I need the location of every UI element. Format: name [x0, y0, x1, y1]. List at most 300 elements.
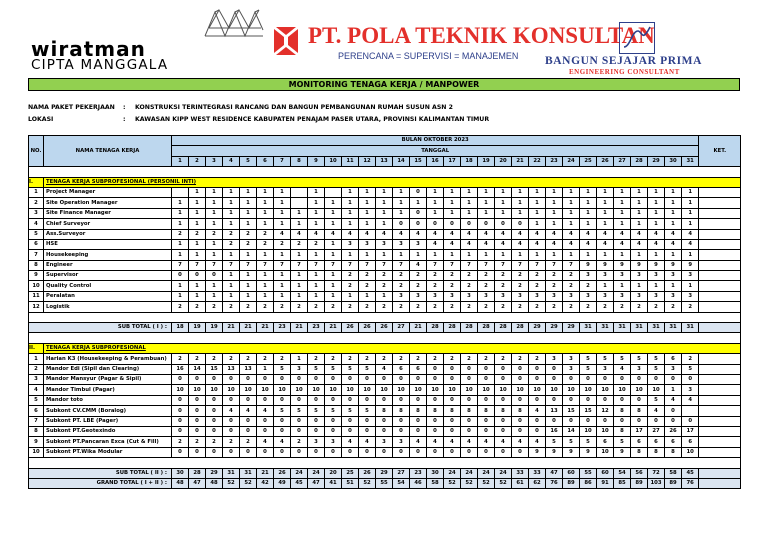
day-count-cell: 0: [580, 395, 597, 405]
info-paket-label: NAMA PAKET PEKERJAAN: [28, 104, 115, 111]
day-header: 18: [461, 156, 478, 166]
subtotal-cell: 24: [291, 468, 308, 478]
day-count-cell: 3: [376, 239, 393, 249]
day-count-cell: 4: [325, 229, 342, 239]
day-header: 26: [597, 156, 614, 166]
day-count-cell: 3: [682, 271, 699, 281]
day-count-cell: 2: [223, 354, 240, 364]
day-count-cell: 5: [308, 406, 325, 416]
table-row: [29, 385, 741, 395]
day-count-cell: 2: [325, 302, 342, 312]
grand-total-cell: 41: [325, 478, 342, 488]
grand-total-cell: 76: [546, 478, 563, 488]
day-count-cell: 10: [631, 385, 648, 395]
day-count-cell: 2: [444, 354, 461, 364]
day-count-cell: 4: [546, 229, 563, 239]
day-count-cell: 0: [342, 447, 359, 457]
day-count-cell: 3: [410, 291, 427, 301]
table-row: [29, 437, 741, 447]
ket-cell: [699, 208, 741, 218]
day-count-cell: 8: [631, 447, 648, 457]
day-count-cell: 1: [597, 198, 614, 208]
worker-name: Logistik: [44, 302, 172, 312]
day-header: 4: [223, 156, 240, 166]
col-ket-header: KET.: [699, 136, 741, 167]
day-count-cell: 0: [291, 447, 308, 457]
day-header: 10: [325, 156, 342, 166]
day-count-cell: 0: [614, 374, 631, 384]
ket-cell: [699, 354, 741, 364]
day-count-cell: 0: [325, 426, 342, 436]
day-count-cell: 0: [682, 416, 699, 426]
day-count-cell: 0: [478, 416, 495, 426]
day-count-cell: 0: [563, 374, 580, 384]
day-count-cell: 2: [478, 271, 495, 281]
grand-total-cell: 91: [597, 478, 614, 488]
day-count-cell: 1: [223, 198, 240, 208]
day-header: 6: [257, 156, 274, 166]
manpower-table: [28, 135, 741, 489]
subtotal-cell: 33: [512, 468, 529, 478]
day-count-cell: 10: [325, 385, 342, 395]
day-count-cell: 0: [461, 364, 478, 374]
row-number: 1: [29, 187, 44, 197]
day-count-cell: 0: [665, 416, 682, 426]
day-count-cell: 1: [376, 219, 393, 229]
day-count-cell: 3: [325, 437, 342, 447]
day-count-cell: 0: [478, 374, 495, 384]
day-count-cell: 8: [461, 406, 478, 416]
day-count-cell: 1: [257, 271, 274, 281]
day-count-cell: 1: [308, 281, 325, 291]
day-count-cell: 1: [189, 208, 206, 218]
day-count-cell: 1: [325, 239, 342, 249]
day-count-cell: 1: [461, 250, 478, 260]
subtotal-cell: 29: [563, 323, 580, 333]
day-count-cell: 4: [597, 229, 614, 239]
info-lokasi: [28, 116, 489, 123]
day-count-cell: 10: [359, 385, 376, 395]
day-count-cell: 0: [172, 374, 189, 384]
blank-cell: [29, 167, 741, 177]
day-count-cell: 0: [512, 426, 529, 436]
day-count-cell: 1: [257, 219, 274, 229]
day-header: 19: [478, 156, 495, 166]
subtotal-cell: 27: [393, 468, 410, 478]
day-count-cell: 1: [648, 187, 665, 197]
row-number: 9: [29, 437, 44, 447]
day-count-cell: 4: [223, 406, 240, 416]
day-count-cell: 10: [614, 385, 631, 395]
day-count-cell: 10: [597, 385, 614, 395]
table-row: [29, 374, 741, 384]
ket-cell: [699, 374, 741, 384]
day-count-cell: 0: [427, 395, 444, 405]
day-count-cell: 1: [223, 271, 240, 281]
day-count-cell: 1: [682, 198, 699, 208]
info-lokasi-label: LOKASI: [28, 116, 54, 123]
day-count-cell: 1: [359, 187, 376, 197]
worker-name: Site Finance Manager: [44, 208, 172, 218]
day-count-cell: 5: [648, 395, 665, 405]
day-count-cell: 0: [614, 416, 631, 426]
day-count-cell: 1: [189, 239, 206, 249]
day-count-cell: 16: [546, 426, 563, 436]
day-count-cell: 0: [274, 395, 291, 405]
table-row: [29, 416, 741, 426]
row-number: 4: [29, 219, 44, 229]
day-count-cell: 1: [614, 208, 631, 218]
ket-cell: [699, 229, 741, 239]
day-count-cell: 4: [342, 229, 359, 239]
blank-cell: [29, 458, 741, 468]
subtotal-cell: 29: [546, 323, 563, 333]
day-count-cell: 10: [580, 426, 597, 436]
day-count-cell: 4: [682, 239, 699, 249]
day-count-cell: 0: [631, 416, 648, 426]
subtotal-cell: 31: [665, 323, 682, 333]
day-count-cell: 1: [291, 208, 308, 218]
day-count-cell: 4: [648, 229, 665, 239]
subtotal-cell: 28: [427, 323, 444, 333]
day-count-cell: 0: [376, 447, 393, 457]
day-count-cell: 8: [614, 426, 631, 436]
day-count-cell: 2: [410, 302, 427, 312]
day-count-cell: 3: [546, 291, 563, 301]
day-header: 20: [495, 156, 512, 166]
day-count-cell: 1: [206, 291, 223, 301]
day-count-cell: 3: [682, 385, 699, 395]
day-count-cell: 1: [597, 187, 614, 197]
day-count-cell: 2: [529, 354, 546, 364]
day-count-cell: 1: [291, 291, 308, 301]
row-number: 4: [29, 385, 44, 395]
table-row: [29, 198, 741, 208]
day-count-cell: 2: [410, 271, 427, 281]
day-count-cell: 6: [682, 437, 699, 447]
day-count-cell: 3: [665, 291, 682, 301]
row-number: 1: [29, 354, 44, 364]
day-count-cell: 0: [495, 416, 512, 426]
day-count-cell: 1: [631, 198, 648, 208]
day-count-cell: 3: [308, 437, 325, 447]
section-title: TENAGA KERJA SUBPROFESIONAL (PERSONIL INTI): [44, 177, 741, 187]
worker-name: Mandor Timbul (Pagar): [44, 385, 172, 395]
day-count-cell: 0: [444, 416, 461, 426]
day-count-cell: 0: [223, 416, 240, 426]
day-count-cell: 2: [342, 271, 359, 281]
day-count-cell: [325, 187, 342, 197]
subtotal-cell: 47: [546, 468, 563, 478]
day-count-cell: 10: [206, 385, 223, 395]
day-count-cell: 4: [376, 364, 393, 374]
day-count-cell: 3: [631, 291, 648, 301]
day-count-cell: 1: [274, 271, 291, 281]
day-count-cell: 0: [393, 426, 410, 436]
day-count-cell: 0: [614, 395, 631, 405]
day-count-cell: 1: [240, 219, 257, 229]
day-count-cell: 0: [325, 374, 342, 384]
day-count-cell: 4: [665, 239, 682, 249]
day-count-cell: 2: [240, 302, 257, 312]
worker-name: Mandor Edi (Sipil dan Clearing): [44, 364, 172, 374]
worker-name: Subkont PT. LBE (Pager): [44, 416, 172, 426]
day-count-cell: 1: [665, 198, 682, 208]
subtotal-cell: 21: [410, 323, 427, 333]
day-count-cell: 0: [410, 219, 427, 229]
day-count-cell: 0: [597, 416, 614, 426]
day-count-cell: 0: [172, 416, 189, 426]
ket-cell: [699, 385, 741, 395]
day-count-cell: 1: [393, 208, 410, 218]
day-header: 15: [410, 156, 427, 166]
day-count-cell: 5: [546, 437, 563, 447]
day-count-cell: 1: [444, 198, 461, 208]
subtotal-cell: 20: [325, 468, 342, 478]
day-count-cell: 0: [563, 416, 580, 426]
subtotal-cell: 31: [682, 323, 699, 333]
day-count-cell: 5: [614, 437, 631, 447]
subtotal-cell: 30: [427, 468, 444, 478]
day-count-cell: 0: [342, 374, 359, 384]
day-count-cell: 5: [614, 354, 631, 364]
day-count-cell: 3: [376, 437, 393, 447]
day-count-cell: 0: [206, 447, 223, 457]
day-count-cell: 2: [223, 437, 240, 447]
day-count-cell: 0: [172, 426, 189, 436]
row-number: 5: [29, 395, 44, 405]
worker-name: Ass.Surveyor: [44, 229, 172, 239]
worker-name: Mandor Mansyur (Pagar & Sipil): [44, 374, 172, 384]
table-row: [29, 271, 741, 281]
day-count-cell: 0: [478, 426, 495, 436]
day-count-cell: 4: [495, 229, 512, 239]
day-count-cell: 0: [597, 374, 614, 384]
day-count-cell: 1: [223, 281, 240, 291]
col-name-header: NAMA TENAGA KERJA: [44, 136, 172, 167]
day-count-cell: 0: [648, 374, 665, 384]
table-row: [29, 364, 741, 374]
day-count-cell: 2: [444, 271, 461, 281]
day-count-cell: 10: [393, 385, 410, 395]
table-row: [29, 208, 741, 218]
day-count-cell: 1: [308, 198, 325, 208]
table-row: [29, 219, 741, 229]
day-count-cell: 5: [325, 406, 342, 416]
day-count-cell: 26: [665, 426, 682, 436]
row-number: 5: [29, 229, 44, 239]
day-count-cell: 1: [189, 219, 206, 229]
day-count-cell: 6: [410, 364, 427, 374]
day-count-cell: 0: [206, 426, 223, 436]
day-count-cell: 5: [580, 354, 597, 364]
day-count-cell: 0: [172, 395, 189, 405]
day-count-cell: 1: [665, 219, 682, 229]
table-row: [29, 406, 741, 416]
day-count-cell: 7: [291, 260, 308, 270]
day-count-cell: 4: [274, 437, 291, 447]
subtotal-cell: 24: [478, 468, 495, 478]
day-count-cell: 0: [682, 374, 699, 384]
day-count-cell: 10: [563, 385, 580, 395]
day-count-cell: 0: [461, 426, 478, 436]
day-count-cell: 0: [240, 395, 257, 405]
day-count-cell: 6: [665, 354, 682, 364]
subtotal-cell: 23: [274, 323, 291, 333]
day-count-cell: 0: [376, 426, 393, 436]
day-count-cell: 1: [342, 219, 359, 229]
day-count-cell: 9: [546, 447, 563, 457]
grand-total-cell: 55: [376, 478, 393, 488]
day-count-cell: 10: [512, 385, 529, 395]
day-count-cell: 1: [342, 250, 359, 260]
day-count-cell: 5: [359, 364, 376, 374]
day-count-cell: 10: [546, 385, 563, 395]
grand-total-cell: 61: [512, 478, 529, 488]
day-count-cell: 1: [614, 187, 631, 197]
day-count-cell: 1: [614, 198, 631, 208]
day-count-cell: 0: [427, 364, 444, 374]
day-count-cell: 1: [325, 198, 342, 208]
day-count-cell: 2: [512, 302, 529, 312]
day-count-cell: 2: [325, 354, 342, 364]
day-count-cell: 1: [342, 291, 359, 301]
day-count-cell: 2: [393, 271, 410, 281]
grand-total-cell: 48: [206, 478, 223, 488]
ket-cell: [699, 406, 741, 416]
wiratman-logo-line2: CIPTA MANGGALA: [31, 57, 169, 73]
day-count-cell: 1: [427, 208, 444, 218]
day-count-cell: 1: [240, 281, 257, 291]
grand-total-cell: 45: [291, 478, 308, 488]
day-count-cell: 1: [461, 187, 478, 197]
blank-row: [29, 312, 741, 322]
day-count-cell: 12: [597, 406, 614, 416]
ket-cell: [699, 395, 741, 405]
day-count-cell: 5: [597, 354, 614, 364]
day-count-cell: 2: [206, 437, 223, 447]
day-count-cell: 5: [342, 406, 359, 416]
day-count-cell: 1: [376, 187, 393, 197]
day-count-cell: 2: [342, 302, 359, 312]
day-count-cell: 2: [563, 271, 580, 281]
day-count-cell: 1: [682, 250, 699, 260]
day-count-cell: 0: [427, 426, 444, 436]
day-count-cell: 1: [172, 208, 189, 218]
day-count-cell: 0: [461, 416, 478, 426]
subtotal-cell: 30: [172, 468, 189, 478]
table-row: [29, 302, 741, 312]
day-count-cell: 0: [359, 416, 376, 426]
blank-row: [29, 333, 741, 343]
day-count-cell: 7: [512, 260, 529, 270]
day-count-cell: 4: [427, 437, 444, 447]
subtotal-cell: 29: [376, 468, 393, 478]
day-count-cell: 8: [444, 406, 461, 416]
day-count-cell: 0: [444, 395, 461, 405]
day-count-cell: 10: [461, 385, 478, 395]
pola-teknik-tagline: PERENCANA = SUPERVISI = MANAJEMEN: [338, 51, 519, 61]
day-count-cell: 0: [308, 374, 325, 384]
day-count-cell: 4: [376, 229, 393, 239]
day-count-cell: 2: [410, 354, 427, 364]
day-count-cell: 1: [359, 250, 376, 260]
grand-total-cell: 49: [274, 478, 291, 488]
row-number: 8: [29, 426, 44, 436]
day-count-cell: 4: [648, 239, 665, 249]
row-number: 7: [29, 250, 44, 260]
day-count-cell: 4: [580, 239, 597, 249]
day-header: 1: [172, 156, 189, 166]
day-header: 30: [665, 156, 682, 166]
info-paket-value: KONSTRUKSI TERINTEGRASI RANCANG DAN BANGUN PEMBANGUNAN RUMAH SUSUN ASN 2: [135, 104, 453, 111]
day-count-cell: 2: [427, 302, 444, 312]
day-count-cell: 4: [529, 406, 546, 416]
subtotal-cell: 33: [529, 468, 546, 478]
day-count-cell: 1: [563, 198, 580, 208]
subtotal-cell: 23: [308, 323, 325, 333]
subtotal-cell: 31: [597, 323, 614, 333]
day-count-cell: 2: [512, 271, 529, 281]
subtotal-cell: 28: [512, 323, 529, 333]
worker-name: Engineer: [44, 260, 172, 270]
day-count-cell: 1: [223, 187, 240, 197]
day-count-cell: 2: [359, 354, 376, 364]
section2-header-row: [29, 343, 741, 353]
day-count-cell: 10: [580, 385, 597, 395]
day-count-cell: 4: [478, 229, 495, 239]
row-number: 11: [29, 291, 44, 301]
day-count-cell: 10: [495, 385, 512, 395]
subtotal-cell: 27: [393, 323, 410, 333]
day-count-cell: 4: [665, 395, 682, 405]
day-count-cell: 4: [495, 239, 512, 249]
day-count-cell: 2: [172, 437, 189, 447]
day-count-cell: 7: [444, 260, 461, 270]
day-count-cell: 3: [444, 291, 461, 301]
day-count-cell: 1: [597, 219, 614, 229]
day-count-cell: 13: [223, 364, 240, 374]
day-count-cell: 8: [393, 406, 410, 416]
day-count-cell: 8: [478, 406, 495, 416]
day-count-cell: 1: [393, 250, 410, 260]
subtotal-cell: 31: [580, 323, 597, 333]
worker-name: Peralatan: [44, 291, 172, 301]
bangun-sejajar-mark-icon: [619, 22, 655, 54]
grand-total-cell: 52: [359, 478, 376, 488]
day-count-cell: 2: [172, 229, 189, 239]
day-count-cell: 0: [427, 416, 444, 426]
day-count-cell: 2: [512, 354, 529, 364]
day-count-cell: 10: [376, 385, 393, 395]
day-count-cell: 0: [410, 374, 427, 384]
day-count-cell: 2: [206, 302, 223, 312]
day-count-cell: 5: [274, 406, 291, 416]
day-count-cell: 1: [529, 208, 546, 218]
day-count-cell: 0: [495, 447, 512, 457]
day-count-cell: 1: [325, 291, 342, 301]
row-number: 10: [29, 281, 44, 291]
day-count-cell: 15: [580, 406, 597, 416]
grand-total-cell: 76: [682, 478, 699, 488]
day-count-cell: 1: [240, 291, 257, 301]
day-count-cell: 1: [648, 198, 665, 208]
worker-name: Chief Surveyor: [44, 219, 172, 229]
day-count-cell: 0: [376, 395, 393, 405]
day-count-cell: 4: [512, 229, 529, 239]
day-count-cell: 9: [631, 260, 648, 270]
day-count-cell: 0: [206, 406, 223, 416]
